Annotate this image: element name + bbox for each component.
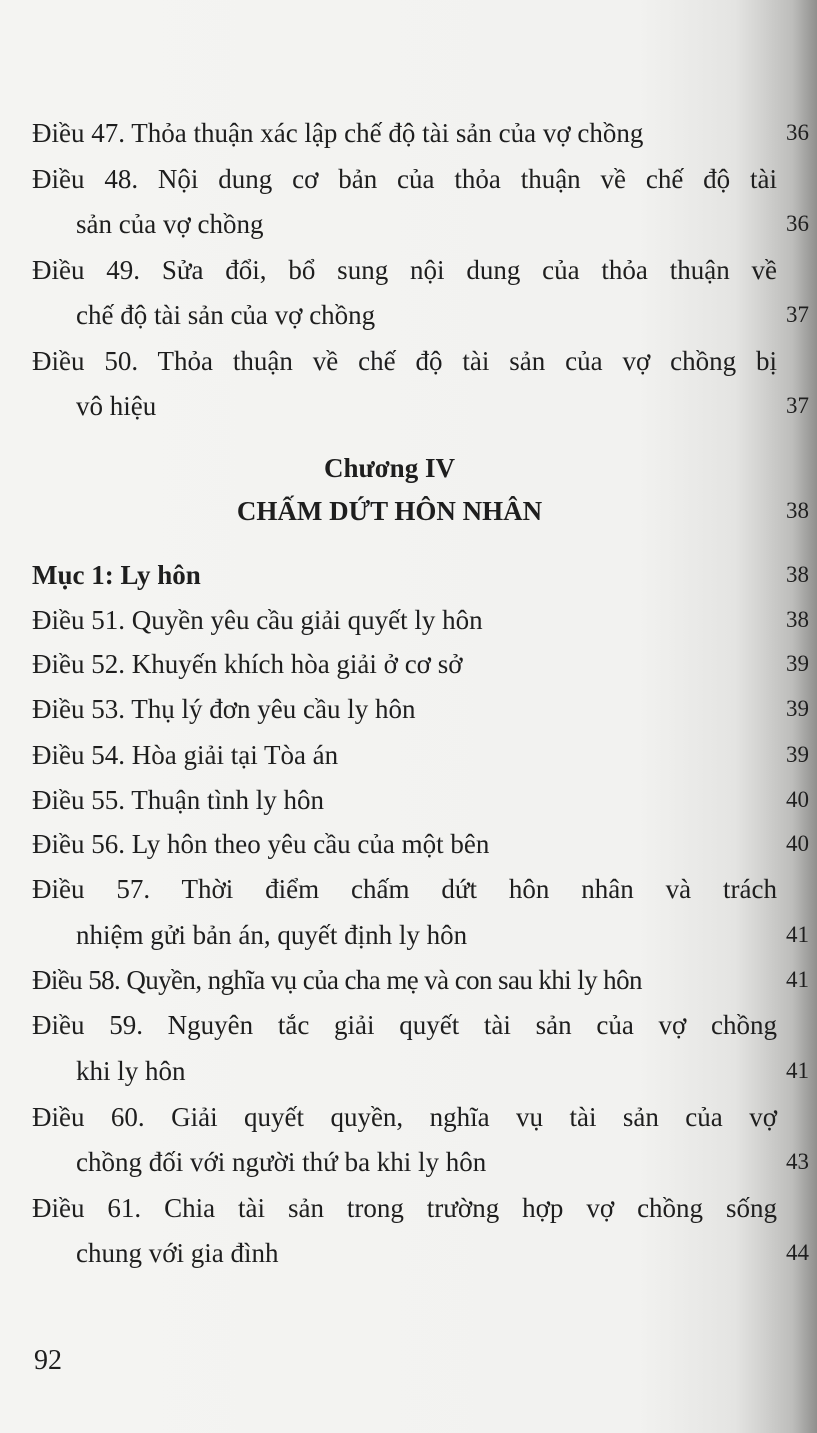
toc-entry-60-cont: chồng đối với người thứ ba khi ly hôn: [76, 1147, 487, 1177]
toc-entry-54: Điều 54. Hòa giải tại Tòa án: [32, 740, 339, 770]
toc-entry-49-cont: chế độ tài sản của vợ chồng: [76, 300, 376, 330]
toc-entry-49: Điều 49. Sửa đổi, bổ sung nội dung của thỏa thuận về: [32, 255, 777, 285]
chapter-title: CHẤM DỨT HÔN NHÂN: [236, 496, 543, 526]
toc-entry-page: 40: [786, 787, 809, 812]
toc-entry-page: 36: [786, 120, 809, 145]
toc-entry-50-cont: vô hiệu: [76, 391, 157, 421]
toc-entry-page: 43: [786, 1149, 809, 1174]
toc-entry-47: [32, 116, 777, 150]
toc-entry-53: Điều 53. Thụ lý đơn yêu cầu ly hôn: [32, 694, 416, 724]
toc-entry-61: Điều 61. Chia tài sản trong trường hợp vợ chồng sống: [32, 1193, 777, 1223]
toc-entry-page: 39: [786, 696, 809, 721]
toc-entry-page: 40: [786, 831, 809, 856]
toc-entry-page: 41: [786, 1058, 809, 1083]
toc-entry-61-cont: chung với gia đình: [76, 1238, 279, 1268]
toc-entry-text: Điều 47. Thỏa thuận xác lập chế độ tài sản của vợ chồng: [32, 118, 644, 148]
chapter-page: 38: [786, 498, 809, 523]
toc-entry-59: Điều 59. Nguyên tắc giải quyết tài sản của vợ chồng: [32, 1010, 777, 1040]
toc-entry-58: Điều 58. Quyền, nghĩa vụ của cha mẹ và con sau khi ly hôn: [32, 965, 642, 995]
chapter-label: Chương IV: [324, 453, 455, 483]
toc-entry-48: Điều 48. Nội dung cơ bản của thỏa thuận về chế độ tài: [32, 164, 777, 194]
toc-entry-55: Điều 55. Thuận tình ly hôn: [32, 785, 324, 815]
toc-entry-51: Điều 51. Quyền yêu cầu giải quyết ly hôn: [32, 605, 483, 635]
page-number: 92: [34, 1345, 62, 1376]
toc-entry-57-cont: nhiệm gửi bản án, quyết định ly hôn: [76, 920, 468, 950]
toc-entry-page: 37: [786, 393, 809, 418]
toc-entry-52: Điều 52. Khuyến khích hòa giải ở cơ sở: [32, 649, 463, 679]
toc-entry-page: 39: [786, 651, 809, 676]
toc-entry-60: Điều 60. Giải quyết quyền, nghĩa vụ tài sản của vợ: [32, 1102, 777, 1132]
section-page: 38: [786, 562, 809, 587]
toc-entry-page: 41: [786, 922, 809, 947]
section-heading: Mục 1: Ly hôn: [32, 560, 201, 590]
toc-entry-page: 39: [786, 742, 809, 767]
toc-entry-48-cont: sản của vợ chồng: [76, 209, 264, 239]
toc-entry-59-cont: khi ly hôn: [76, 1056, 186, 1086]
toc-entry-page: 41: [786, 967, 809, 992]
toc-entry-page: 36: [786, 211, 809, 236]
toc-entry-50: Điều 50. Thỏa thuận về chế độ tài sản của vợ chồng bị: [32, 346, 777, 376]
toc-entry-page: 44: [786, 1240, 809, 1265]
toc-entry-page: 37: [786, 302, 809, 327]
toc-entry-page: 38: [786, 607, 809, 632]
toc-entry-57: Điều 57. Thời điểm chấm dứt hôn nhân và trách: [32, 874, 777, 904]
toc-entry-56: Điều 56. Ly hôn theo yêu cầu của một bên: [32, 829, 490, 859]
